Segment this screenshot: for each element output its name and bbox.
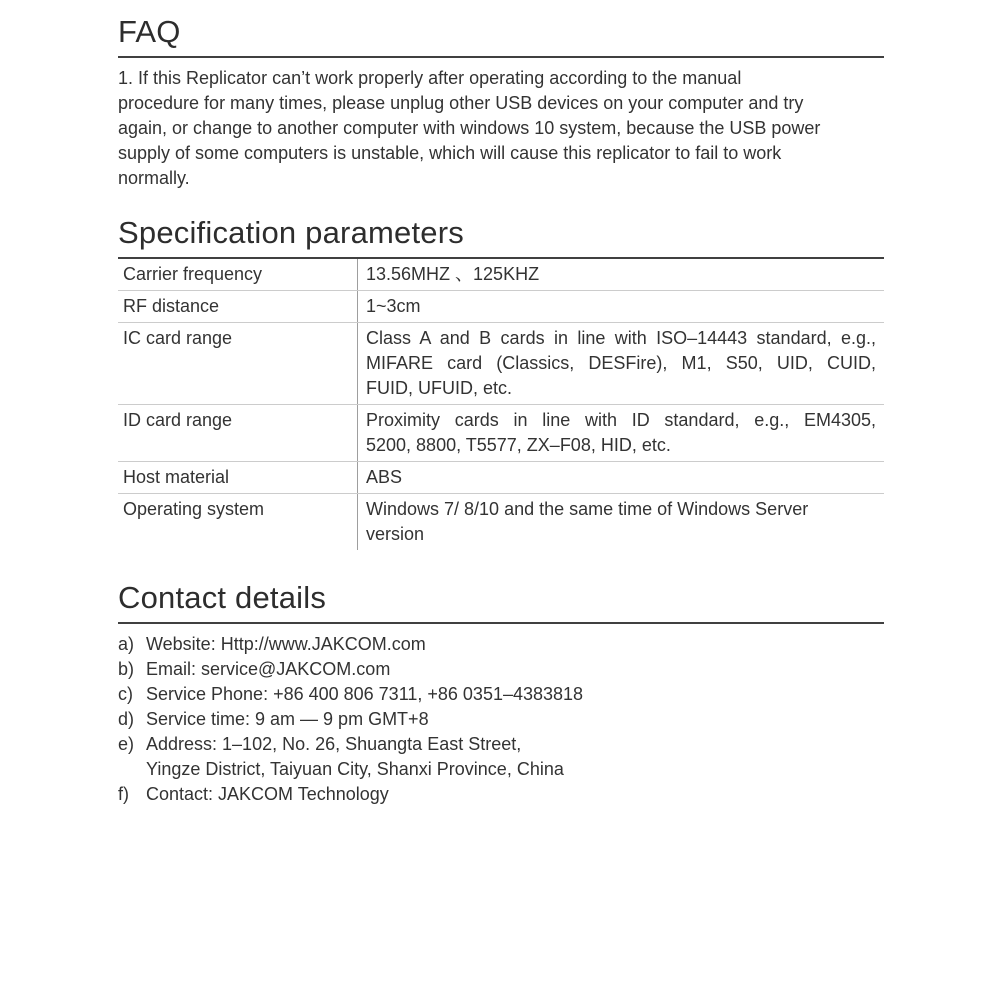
faq-section [118,14,884,191]
contact-item [118,632,884,657]
spec-row-label: IC card range [123,328,233,348]
spec-table [118,259,884,550]
spec-row-value [357,494,884,550]
value-line: 1~3cm [366,296,421,316]
spec-row [118,494,884,550]
contact-item-prefix: c) [118,684,133,704]
contact-item-prefix [118,757,146,782]
contact-item-text: Email: service@JAKCOM.com [146,659,391,679]
spec-row-label: Carrier frequency [123,264,263,284]
contact-item [118,682,884,707]
spec-row-value [357,291,884,322]
paragraph-line: procedure for many times, please unplug other USB devices on your computer and try [118,93,804,113]
value-line: ABS [366,467,403,487]
contact-item-prefix: b) [118,659,135,679]
contact-title: Contact details [118,580,884,624]
contact-item [118,707,884,732]
spec-row-value [357,462,884,493]
contact-item [118,732,884,757]
spec-row [118,259,884,291]
paragraph-line: supply of some computers is unstable, which will cause this replicator to fail to work [118,143,782,163]
contact-item [118,657,884,682]
contact-item-text: Service Phone: +86 400 806 7311, +86 0351–4383818 [146,684,584,704]
spec-row-value [357,405,884,461]
spec-row-label: Operating system [123,499,265,519]
contact-item-prefix: d) [118,709,135,729]
spec-row-label: Host material [123,467,230,487]
contact-item-text: Yingze District, Taiyuan City, Shanxi Province, China [146,759,564,779]
contact-item-text: Website: Http://www.JAKCOM.com [146,634,426,654]
contact-item-text: Address: 1–102, No. 26, Shuangta East Street, [146,734,522,754]
spec-row-label: RF distance [123,296,220,316]
value-line: version [366,524,425,544]
paragraph-line: 1. If this Replicator can’t work properly after operating according to the manual [118,68,742,88]
contact-item-text: Contact: JAKCOM Technology [146,784,389,804]
contact-item-prefix: e) [118,734,135,754]
page-content [118,14,884,807]
spec-row [118,405,884,462]
faq-paragraph [118,66,884,191]
contact-item [118,782,884,807]
spec-row-value [357,259,884,290]
contact-section [118,580,884,807]
spec-section [118,215,884,550]
contact-item [118,757,884,782]
value-line: 5200, 8800, T5577, ZX–F08, HID, etc. [366,435,671,455]
spec-row [118,462,884,494]
contact-item-prefix: a) [118,634,135,654]
paragraph-line: again, or change to another computer with windows 10 system, because the USB power [118,118,821,138]
value-line: Class A and B cards in line with ISO–14443 standard, e.g., [366,328,876,348]
spec-row-value [357,323,884,404]
spec-title: Specification parameters [118,215,884,259]
spec-row [118,323,884,405]
contact-list [118,632,884,807]
faq-title: FAQ [118,14,884,58]
contact-item-text: Service time: 9 am — 9 pm GMT+8 [146,709,429,729]
spec-row-label: ID card range [123,410,233,430]
value-line: Windows 7/ 8/10 and the same time of Windows Server [366,499,809,519]
value-line: 13.56MHZ 、125KHZ [366,264,540,284]
value-line: MIFARE card (Classics, DESFire), M1, S50, UID, CUID, [366,353,876,373]
value-line: Proximity cards in line with ID standard, e.g., EM4305, [366,410,876,430]
spec-row [118,291,884,323]
value-line: FUID, UFUID, etc. [366,378,513,398]
paragraph-line: normally. [118,168,190,188]
contact-item-prefix: f) [118,784,129,804]
